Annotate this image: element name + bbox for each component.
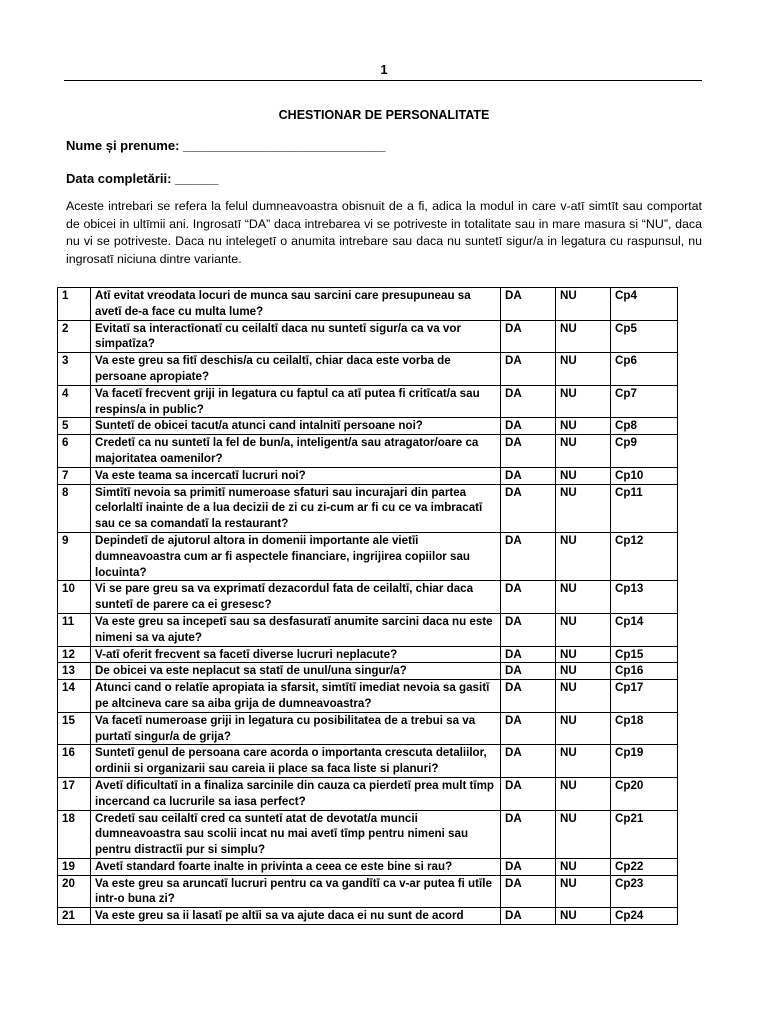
question-number: 2	[58, 320, 91, 353]
question-text: Suntetī de obicei tacut/a atunci cand intalnitī persoane noi?	[91, 418, 501, 435]
question-code: Cp12	[611, 532, 678, 580]
answer-da[interactable]: DA	[501, 467, 556, 484]
answer-nu[interactable]: NU	[556, 581, 611, 614]
question-row	[58, 418, 678, 435]
question-row	[58, 875, 678, 908]
answer-nu[interactable]: NU	[556, 680, 611, 713]
questions-table	[57, 287, 678, 925]
question-row	[58, 712, 678, 745]
answer-da[interactable]: DA	[501, 532, 556, 580]
question-number: 4	[58, 385, 91, 418]
question-text: Va este teama sa incercatī lucruri noi?	[91, 467, 501, 484]
question-number: 7	[58, 467, 91, 484]
question-text: Va facetī numeroase griji in legatura cu posibilitatea de a trebui sa va purtatī singur/a de grija?	[91, 712, 501, 745]
question-text: V-atī oferit frecvent sa facetī diverse lucruri neplacute?	[91, 646, 501, 663]
answer-nu[interactable]: NU	[556, 288, 611, 321]
answer-nu[interactable]: NU	[556, 353, 611, 386]
answer-da[interactable]: DA	[501, 385, 556, 418]
question-row	[58, 646, 678, 663]
question-row	[58, 745, 678, 778]
answer-da[interactable]: DA	[501, 288, 556, 321]
question-text: Suntetī genul de persoana care acorda o importanta crescuta detaliilor, ordinii si organizarii sau careia ii place sa faca liste si planuri?	[91, 745, 501, 778]
question-code: Cp16	[611, 663, 678, 680]
question-number: 19	[58, 858, 91, 875]
answer-da[interactable]: DA	[501, 484, 556, 532]
question-code: Cp11	[611, 484, 678, 532]
question-row	[58, 810, 678, 858]
question-text: Depindetī de ajutorul altora in domenii importante ale vietīi dumneavoastra cum ar fi aspectele financiare, ingrijirea copiilor sau locuinta?	[91, 532, 501, 580]
question-text: Simtītī nevoia sa primitī numeroase sfaturi sau incurajari din partea celorlaltī inainte de a lua decizii de zi cu zi-cum ar fi cu ce va imbracatī sau ce sa comandatī la restaurant?	[91, 484, 501, 532]
question-number: 1	[58, 288, 91, 321]
question-row	[58, 858, 678, 875]
answer-nu[interactable]: NU	[556, 418, 611, 435]
answer-nu[interactable]: NU	[556, 532, 611, 580]
answer-da[interactable]: DA	[501, 353, 556, 386]
question-row	[58, 484, 678, 532]
question-row	[58, 777, 678, 810]
answer-da[interactable]: DA	[501, 435, 556, 468]
question-row	[58, 532, 678, 580]
question-number: 6	[58, 435, 91, 468]
answer-nu[interactable]: NU	[556, 613, 611, 646]
question-row	[58, 288, 678, 321]
question-number: 18	[58, 810, 91, 858]
answer-da[interactable]: DA	[501, 777, 556, 810]
question-code: Cp19	[611, 745, 678, 778]
question-number: 17	[58, 777, 91, 810]
answer-nu[interactable]: NU	[556, 663, 611, 680]
answer-nu[interactable]: NU	[556, 875, 611, 908]
document-title: CHESTIONAR DE PERSONALITATE	[278, 108, 490, 122]
question-text: Atī evitat vreodata locuri de munca sau sarcini care presupuneau sa avetī de-a face cu multa lume?	[91, 288, 501, 321]
question-text: Evitatī sa interactīonatī cu ceilaltī daca nu suntetī sigur/a ca va vor simpatīza?	[91, 320, 501, 353]
question-text: Va este greu sa fitī deschis/a cu ceilaltī, chiar daca este vorba de persoane apropiate?	[91, 353, 501, 386]
question-row	[58, 320, 678, 353]
question-number: 12	[58, 646, 91, 663]
question-row	[58, 663, 678, 680]
question-code: Cp4	[611, 288, 678, 321]
answer-da[interactable]: DA	[501, 646, 556, 663]
question-code: Cp7	[611, 385, 678, 418]
page-number: 1	[380, 62, 388, 77]
question-text: Vi se pare greu sa va exprimatī dezacordul fata de ceilaltī, chiar daca suntetī de parere ca ei gresesc?	[91, 581, 501, 614]
answer-da[interactable]: DA	[501, 875, 556, 908]
answer-da[interactable]: DA	[501, 908, 556, 925]
answer-da[interactable]: DA	[501, 613, 556, 646]
question-row	[58, 581, 678, 614]
question-text: Va este greu sa incepetī sau sa desfasuratī anumite sarcini daca nu este nimeni sa va ajute?	[91, 613, 501, 646]
answer-nu[interactable]: NU	[556, 484, 611, 532]
question-row	[58, 613, 678, 646]
answer-da[interactable]: DA	[501, 858, 556, 875]
instructions-paragraph: Aceste intrebari se refera la felul dumneavoastra obisnuit de a fi, adica la modul in care v-atī simtīt sau comportat de obicei in ultīmii ani. Ingrosatī “DA” daca intrebarea vi se potriveste in totalitate sau in mare masura si “NU”, daca nu vi se potriveste. Daca nu intelegetī o anumita intrebare sau daca nu suntetī sigur/a in legatura cu raspunsul, nu ingrosatī niciuna dintre variante.	[66, 199, 702, 266]
answer-da[interactable]: DA	[501, 810, 556, 858]
question-text: Avetī dificultatī in a finaliza sarcinile din cauza ca pierdetī prea mult tīmp incercand ca lucrurile sa iasa perfect?	[91, 777, 501, 810]
question-row	[58, 680, 678, 713]
question-code: Cp6	[611, 353, 678, 386]
question-code: Cp5	[611, 320, 678, 353]
question-text: Credetī ca nu suntetī la fel de bun/a, inteligent/a sau atragator/oare ca majoritatea oamenilor?	[91, 435, 501, 468]
answer-nu[interactable]: NU	[556, 435, 611, 468]
question-number: 15	[58, 712, 91, 745]
question-number: 14	[58, 680, 91, 713]
question-number: 16	[58, 745, 91, 778]
answer-nu[interactable]: NU	[556, 908, 611, 925]
question-code: Cp24	[611, 908, 678, 925]
question-code: Cp17	[611, 680, 678, 713]
answer-da[interactable]: DA	[501, 418, 556, 435]
answer-nu[interactable]: NU	[556, 745, 611, 778]
question-code: Cp18	[611, 712, 678, 745]
answer-nu[interactable]: NU	[556, 777, 611, 810]
answer-nu[interactable]: NU	[556, 467, 611, 484]
question-code: Cp21	[611, 810, 678, 858]
question-text: Avetī standard foarte inalte in privinta a ceea ce este bine si rau?	[91, 858, 501, 875]
question-number: 21	[58, 908, 91, 925]
question-code: Cp23	[611, 875, 678, 908]
answer-nu[interactable]: NU	[556, 385, 611, 418]
name-field: Nume și prenume: ____________________________	[66, 138, 386, 153]
answer-nu[interactable]: NU	[556, 810, 611, 858]
answer-da[interactable]: DA	[501, 663, 556, 680]
answer-da[interactable]: DA	[501, 745, 556, 778]
question-number: 3	[58, 353, 91, 386]
question-code: Cp9	[611, 435, 678, 468]
answer-da[interactable]: DA	[501, 712, 556, 745]
question-number: 9	[58, 532, 91, 580]
question-code: Cp8	[611, 418, 678, 435]
question-code: Cp14	[611, 613, 678, 646]
answer-nu[interactable]: NU	[556, 858, 611, 875]
question-code: Cp22	[611, 858, 678, 875]
question-row	[58, 435, 678, 468]
answer-nu[interactable]: NU	[556, 712, 611, 745]
question-code: Cp20	[611, 777, 678, 810]
answer-nu[interactable]: NU	[556, 646, 611, 663]
question-number: 8	[58, 484, 91, 532]
question-code: Cp10	[611, 467, 678, 484]
question-number: 20	[58, 875, 91, 908]
question-text: De obicei va este neplacut sa statī de unul/una singur/a?	[91, 663, 501, 680]
question-number: 10	[58, 581, 91, 614]
question-text: Credetī sau ceilaltī cred ca suntetī atat de devotat/a muncii dumneavoastra sau scolii incat nu mai avetī tīmp pentru nimeni sau pentru distractīi pur si simplu?	[91, 810, 501, 858]
answer-nu[interactable]: NU	[556, 320, 611, 353]
question-text: Va este greu sa aruncatī lucruri pentru ca va gandītī ca v-ar putea fi utīle intr-o buna zi?	[91, 875, 501, 908]
question-number: 11	[58, 613, 91, 646]
question-text: Va este greu sa ii lasatī pe altīi sa va ajute daca ei nu sunt de acord	[91, 908, 501, 925]
question-code: Cp15	[611, 646, 678, 663]
question-number: 13	[58, 663, 91, 680]
question-text: Atunci cand o relatīe apropiata ia sfarsit, simtītī imediat nevoia sa gasitī pe altcineva care sa aiba grija de dumneavoastra?	[91, 680, 501, 713]
question-text: Va facetī frecvent griji in legatura cu faptul ca atī putea fi critīcat/a sau respins/a in public?	[91, 385, 501, 418]
question-row	[58, 385, 678, 418]
question-row	[58, 908, 678, 925]
answer-da[interactable]: DA	[501, 581, 556, 614]
question-row	[58, 467, 678, 484]
date-field: Data completării: ______	[66, 171, 219, 186]
header-rule	[64, 80, 702, 81]
answer-da[interactable]: DA	[501, 680, 556, 713]
question-row	[58, 353, 678, 386]
question-number: 5	[58, 418, 91, 435]
answer-da[interactable]: DA	[501, 320, 556, 353]
question-code: Cp13	[611, 581, 678, 614]
